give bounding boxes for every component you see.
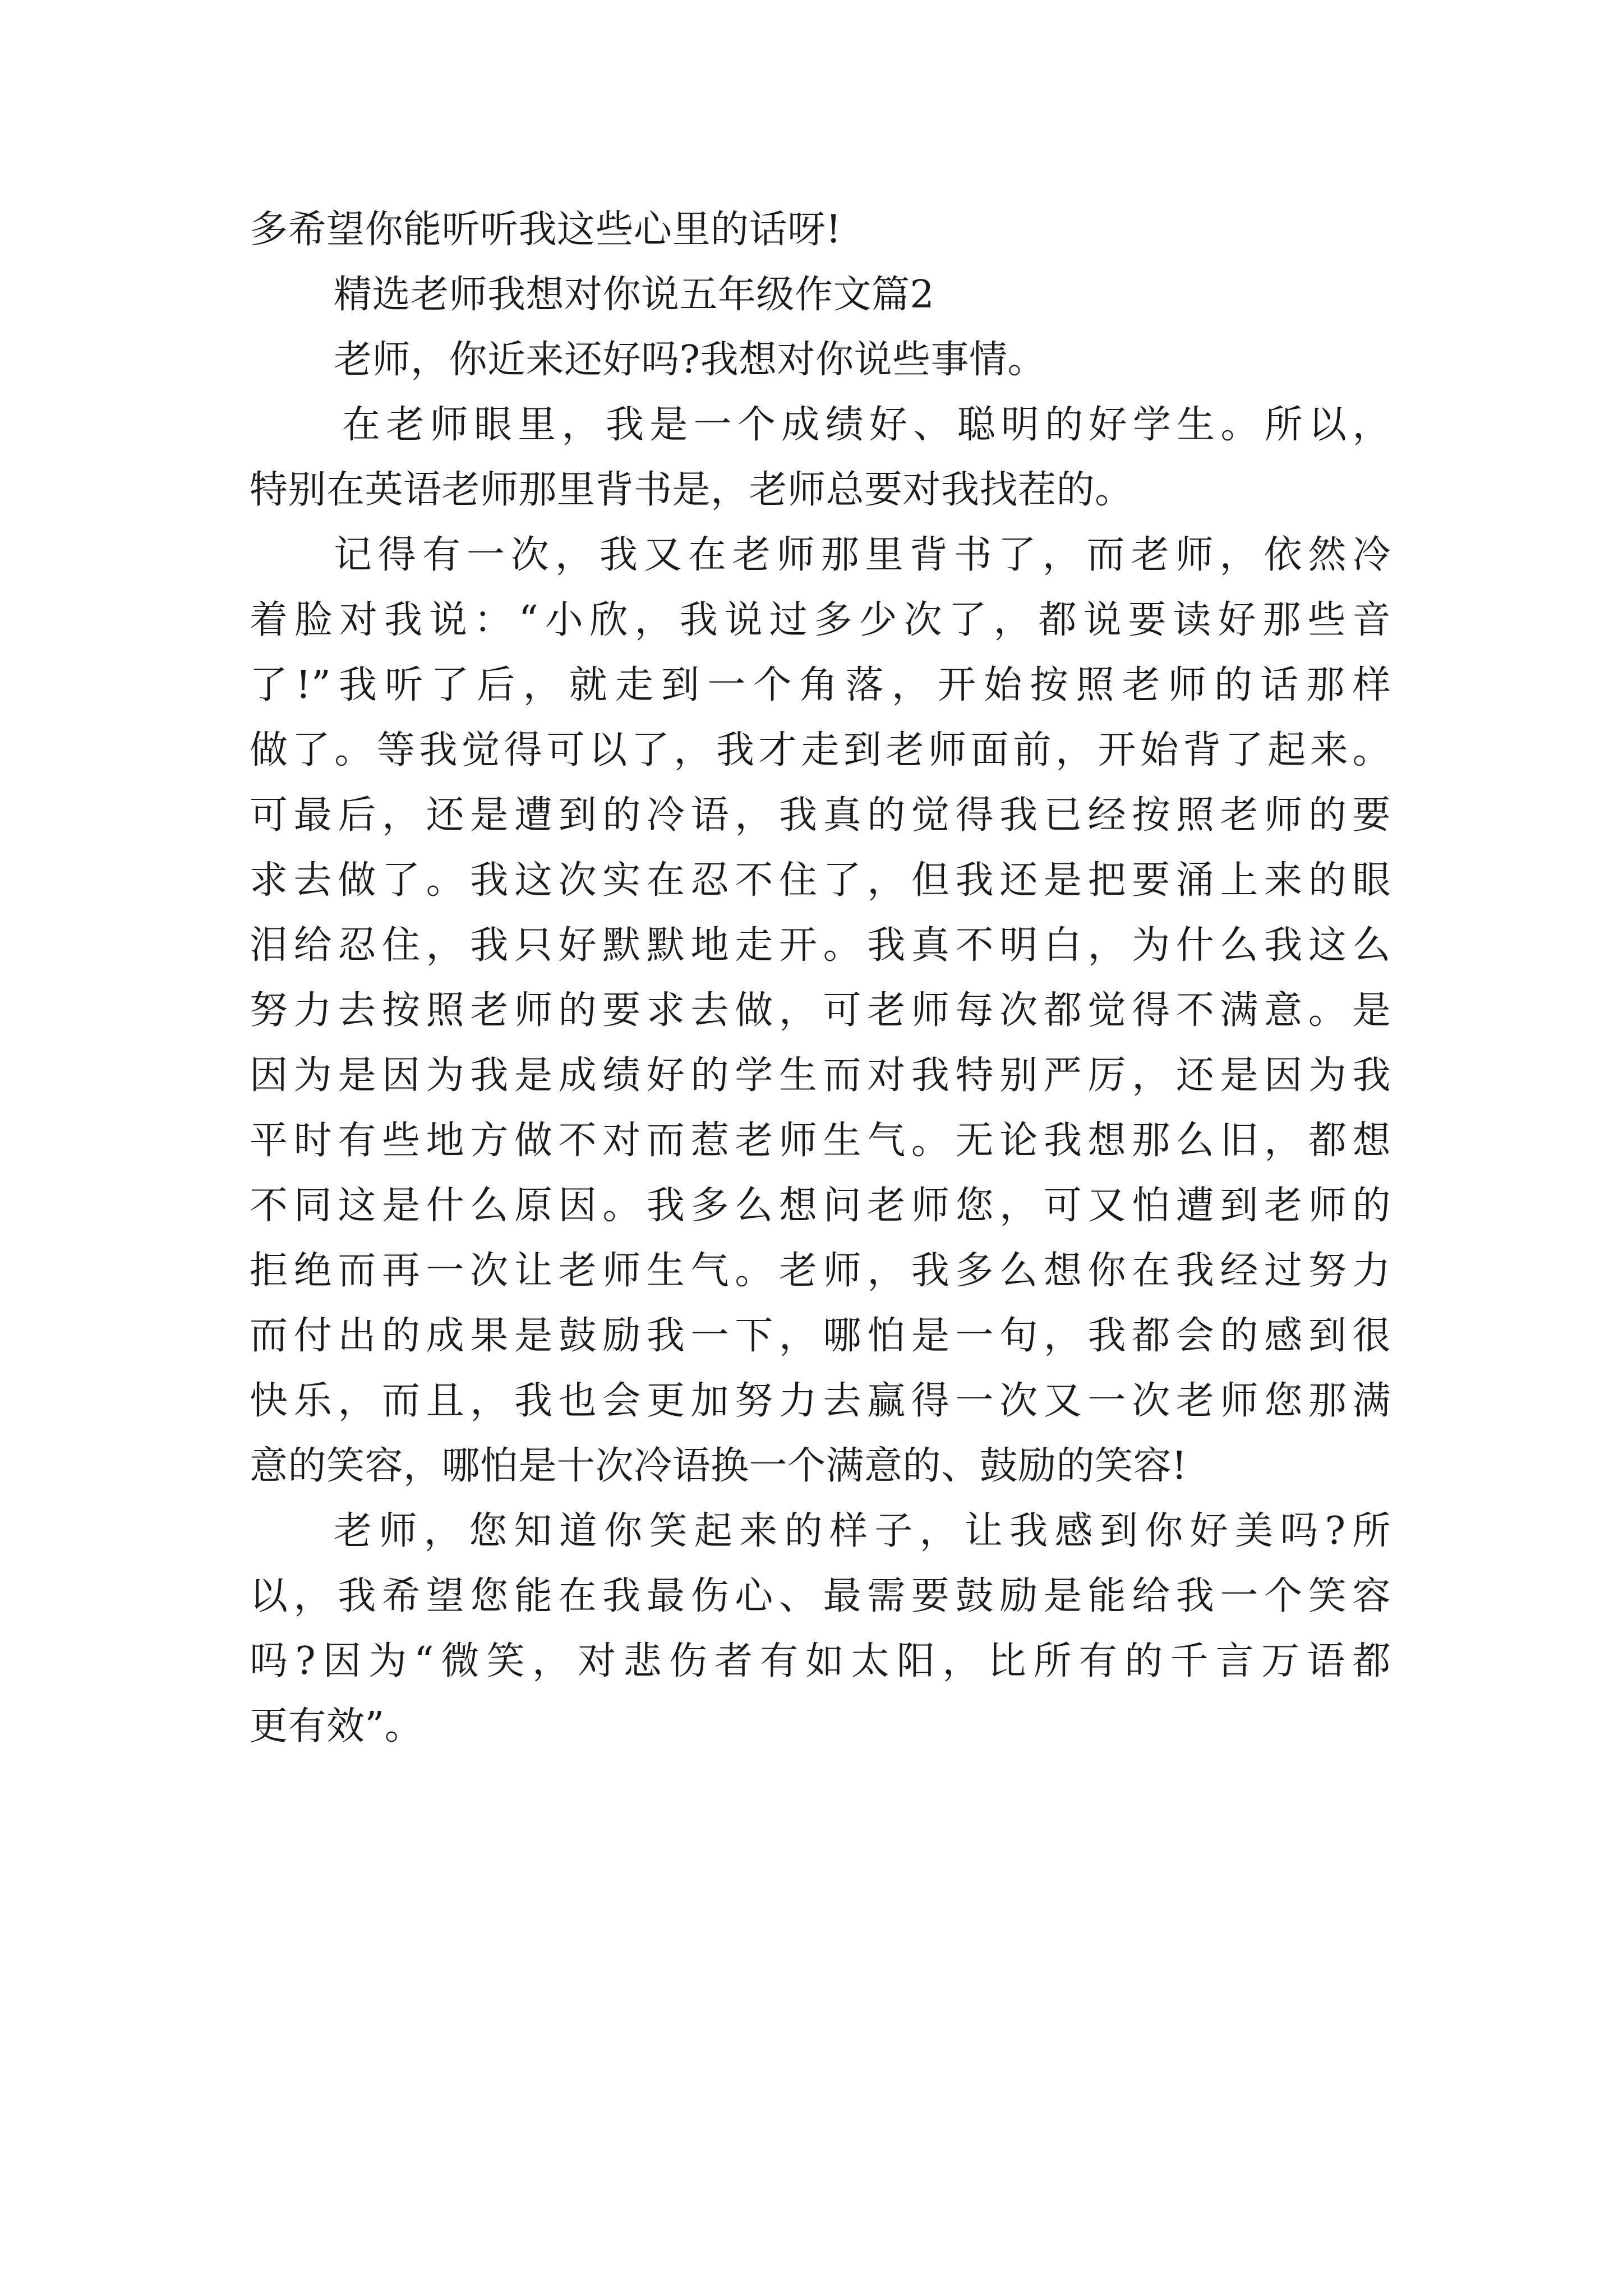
paragraph-line: 可最后，还是遭到的冷语，我真的觉得我已经按照老师的要 [250, 793, 1391, 838]
paragraph-line: 以，我希望您能在我最伤心、最需要鼓励是能给我一个笑容 [250, 1574, 1391, 1618]
paragraph-line: 拒绝而再一次让老师生气。老师，我多么想你在我经过努力 [250, 1249, 1391, 1293]
paragraph-line: 努力去按照老师的要求去做，可老师每次都觉得不满意。是 [250, 988, 1391, 1033]
paragraph-line: 不同这是什么原因。我多么想问老师您，可又怕遭到老师的 [250, 1184, 1391, 1228]
paragraph-line: 特别在英语老师那里背书是，老师总要对我找茬的。 [250, 468, 1133, 512]
paragraph-line: 记得有一次，我又在老师那里背书了，而老师，依然冷 [334, 533, 1391, 577]
paragraph-line: 而付出的成果是鼓励我一下，哪怕是一句，我都会的感到很 [250, 1314, 1391, 1358]
paragraph-line: 快乐，而且，我也会更加努力去赢得一次又一次老师您那满 [250, 1379, 1391, 1423]
paragraph-line: 因为是因为我是成绩好的学生而对我特别严厉，还是因为我 [250, 1053, 1391, 1098]
paragraph-line: 意的笑容，哪怕是十次冷语换一个满意的、鼓励的笑容! [250, 1444, 1187, 1488]
paragraph-line: 了!”我听了后，就走到一个角落，开始按照老师的话那样 [250, 663, 1391, 707]
paragraph-line: 老师，您知道你笑起来的样子，让我感到你好美吗?所 [334, 1509, 1391, 1553]
paragraph-continuation-line: 多希望你能听听我这些心里的话呀! [250, 208, 842, 252]
paragraph-line: 着脸对我说：“小欣，我说过多少次了，都说要读好那些音 [250, 598, 1391, 642]
paragraph-line: 老师，你近来还好吗?我想对你说些事情。 [334, 338, 1046, 382]
paragraph-line: 吗?因为“微笑，对悲伤者有如太阳，比所有的千言万语都 [250, 1639, 1391, 1683]
paragraph-line: 做了。等我觉得可以了，我才走到老师面前，开始背了起来。 [250, 728, 1391, 772]
paragraph-line: 在老师眼里，我是一个成绩好、聪明的好学生。所以， [342, 403, 1391, 447]
paragraph-line: 泪给忍住，我只好默默地走开。我真不明白，为什么我这么 [250, 923, 1391, 968]
paragraph-line: 更有效”。 [250, 1704, 423, 1749]
paragraph-line: 平时有些地方做不对而惹老师生气。无论我想那么旧，都想 [250, 1119, 1391, 1163]
section-title: 精选老师我想对你说五年级作文篇2 [334, 273, 935, 317]
paragraph-line: 求去做了。我这次实在忍不住了，但我还是把要涌上来的眼 [250, 858, 1391, 903]
document-body [250, 197, 1391, 1759]
